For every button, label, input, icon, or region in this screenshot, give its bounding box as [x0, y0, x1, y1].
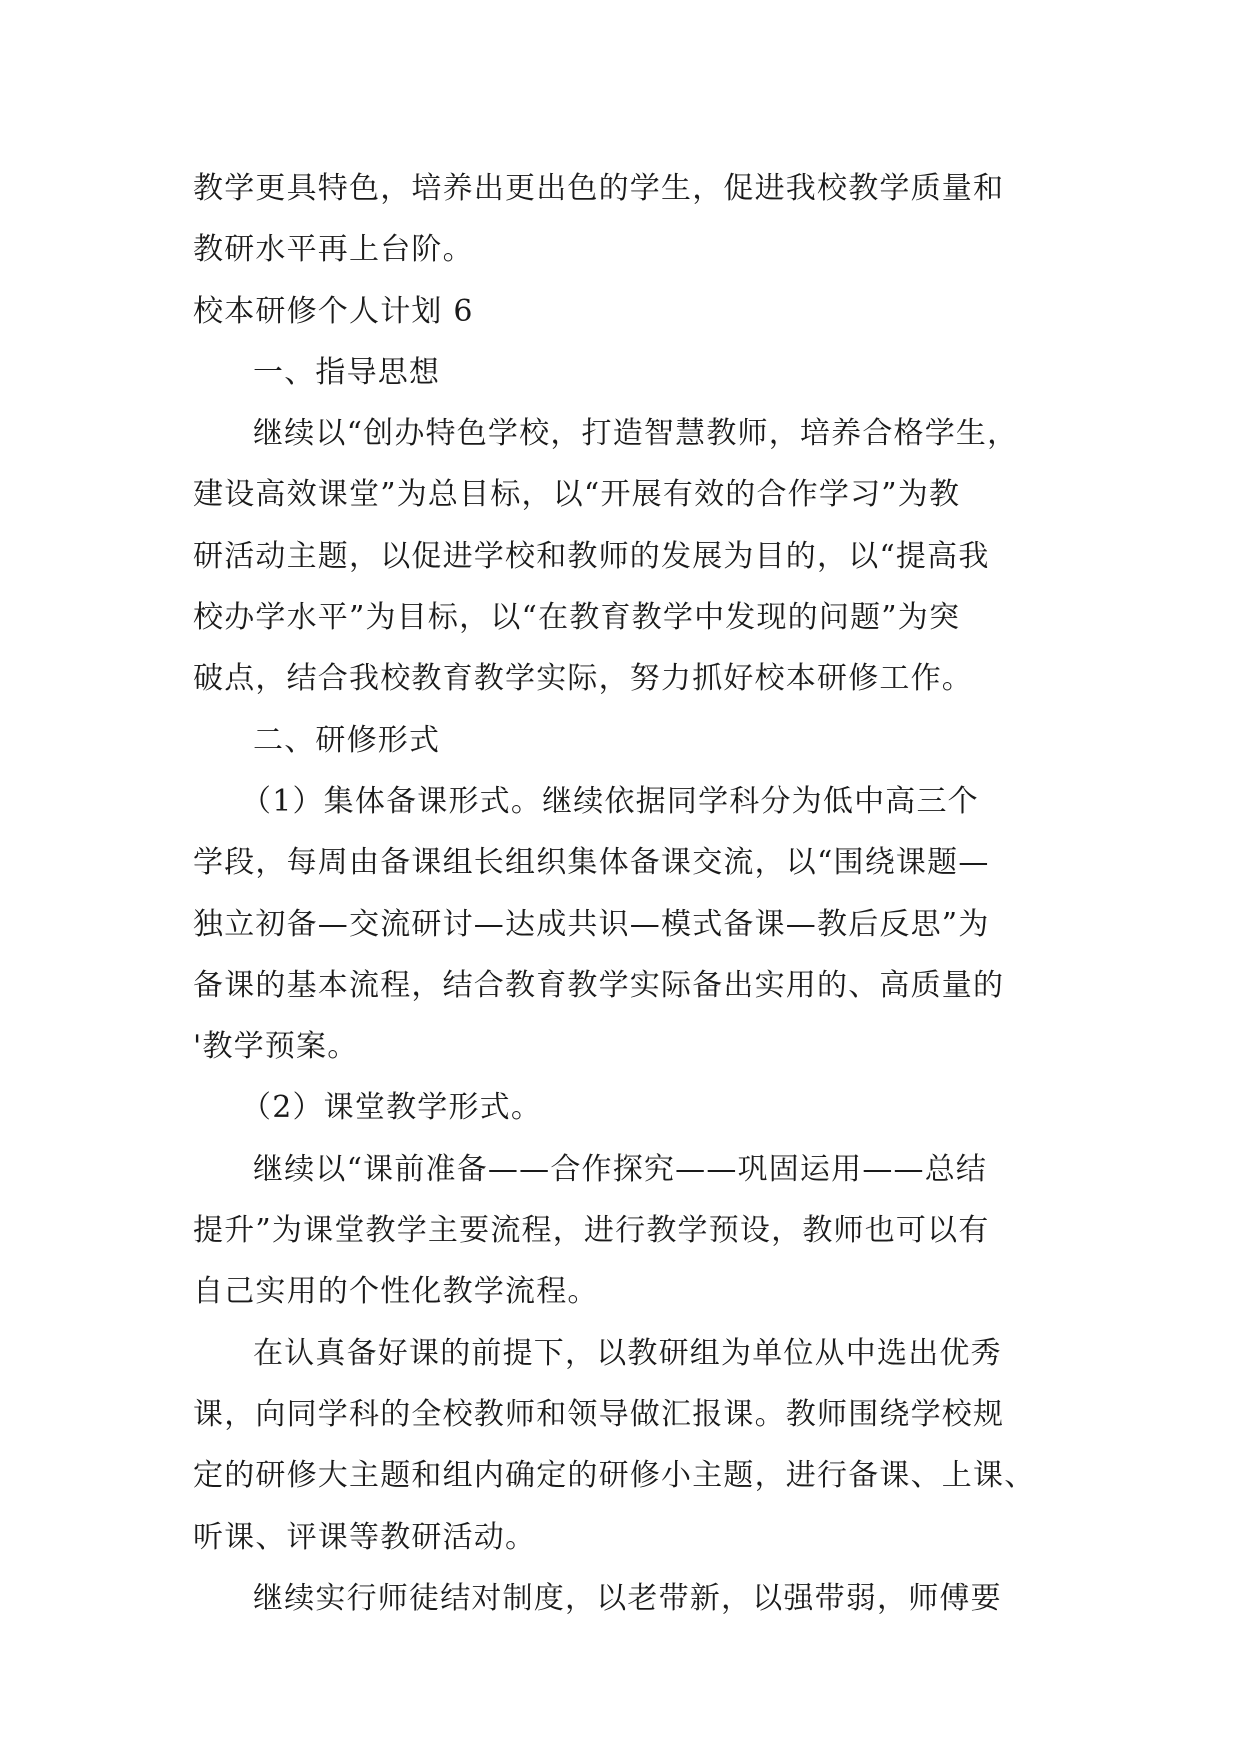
- text-line: 独立初备—交流研讨—达成共识—模式备课—教后反思”为: [193, 906, 990, 942]
- text-line: 继续以“课前准备——合作探究——巩固运用——总结: [253, 1151, 988, 1187]
- heading-guiding-ideology: 一、指导思想: [253, 354, 441, 390]
- text-line: 课，向同学科的全校教师和领导做汇报课。教师围绕学校规: [193, 1396, 1005, 1432]
- text-line: 教研水平再上台阶。: [193, 232, 474, 268]
- text-line: 在认真备好课的前提下，以教研组为单位从中选出优秀: [253, 1335, 1002, 1371]
- text-line: （1）集体备课形式。继续依据同学科分为低中高三个: [241, 783, 979, 819]
- text-line: 继续实行师徒结对制度，以老带新，以强带弱，师傅要: [253, 1580, 1002, 1616]
- heading-study-forms: 二、研修形式: [253, 722, 441, 758]
- text-line: 备课的基本流程，结合教育教学实际备出实用的、高质量的: [193, 967, 1005, 1003]
- text-line: '教学预案。: [193, 1029, 359, 1065]
- text-line: 自己实用的个性化教学流程。: [193, 1274, 599, 1310]
- text-line: （2）课堂教学形式。: [241, 1090, 543, 1126]
- text-line: 继续以“创办特色学校，打造智慧教师，培养合格学生，: [253, 416, 1019, 452]
- document-body: [193, 158, 1073, 1629]
- text-line: 建设高效课堂”为总目标，以“开展有效的合作学习”为教: [193, 477, 961, 513]
- text-line: 研活动主题，以促进学校和教师的发展为目的，以“提高我: [193, 538, 990, 574]
- text-line: 听课、评课等教研活动。: [193, 1519, 537, 1555]
- text-line: 破点，结合我校教育教学实际，努力抓好校本研修工作。: [193, 661, 973, 697]
- text-line: 提升”为课堂教学主要流程，进行教学预设，教师也可以有: [193, 1213, 990, 1249]
- text-line: 学段，每周由备课组长组织集体备课交流，以“围绕课题—: [193, 845, 990, 881]
- text-line: 校办学水平”为目标，以“在教育教学中发现的问题”为突: [193, 600, 961, 636]
- section-title: 校本研修个人计划 6: [193, 293, 474, 329]
- text-line: 教学更具特色，培养出更出色的学生，促进我校教学质量和: [193, 171, 1005, 206]
- text-line: 定的研修大主题和组内确定的研修小主题，进行备课、上课、: [193, 1458, 1036, 1494]
